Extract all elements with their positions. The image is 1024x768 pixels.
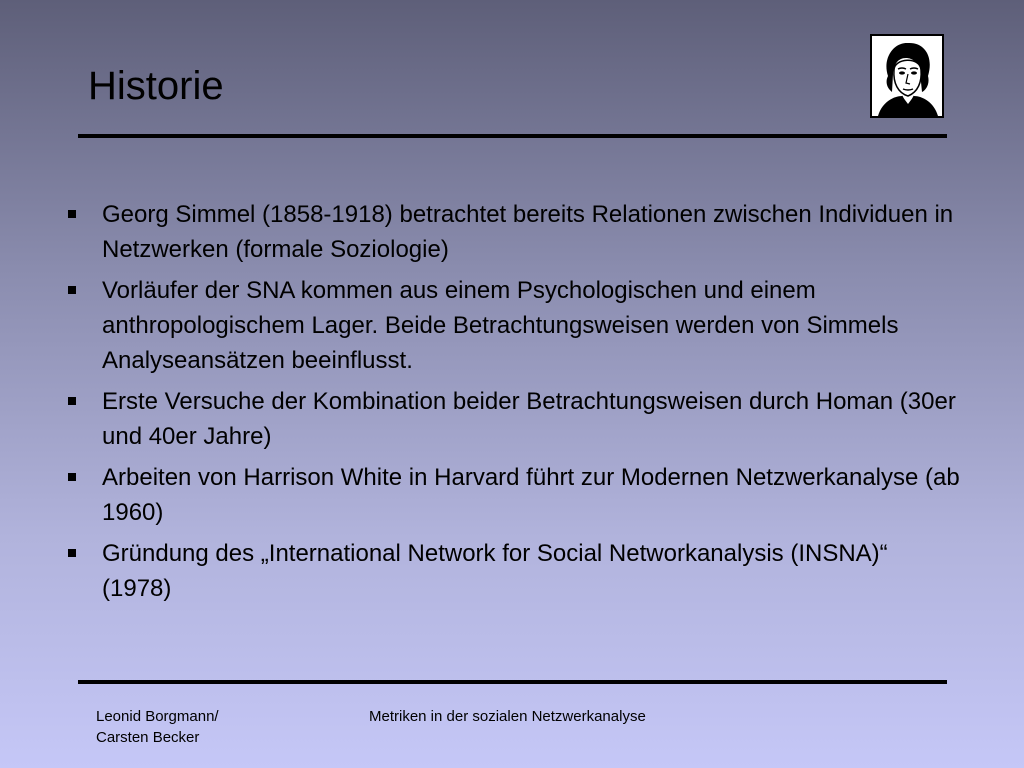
square-bullet-icon <box>68 210 76 218</box>
bullet-text: Arbeiten von Harrison White in Harvard führt zur Modernen Netzwerkanalyse (ab 1960) <box>102 464 960 526</box>
bullet-item <box>62 460 962 530</box>
bullet-item <box>62 536 962 606</box>
bullet-text: Vorläufer der SNA kommen aus einem Psychologischen und einem anthropologischem Lager. Beide Betrachtungsweisen werden von Simmels Analyseansätzen beeinflusst. <box>102 277 899 374</box>
footer-divider <box>78 680 947 684</box>
footer-course-title: Metriken in der sozialen Netzwerkanalyse <box>369 708 646 725</box>
bullet-item <box>62 273 962 378</box>
goethe-portrait-icon <box>870 34 944 118</box>
bullet-item <box>62 197 962 267</box>
bullet-item <box>62 384 962 454</box>
footer-author-line: Carsten Becker <box>96 729 200 746</box>
bullet-text: Gründung des „International Network for Social Networkanalysis (INSNA)“ (1978) <box>102 540 888 602</box>
square-bullet-icon <box>68 549 76 557</box>
footer-author-line: Leonid Borgmann/ <box>96 708 219 725</box>
bullet-text: Georg Simmel (1858-1918) betrachtet bereits Relationen zwischen Individuen in Netzwerken (formale Soziologie) <box>102 201 954 263</box>
square-bullet-icon <box>68 473 76 481</box>
square-bullet-icon <box>68 286 76 294</box>
bullet-list <box>62 197 962 612</box>
square-bullet-icon <box>68 397 76 405</box>
slide-title: Historie <box>88 64 224 108</box>
title-divider <box>78 134 947 138</box>
footer-authors <box>96 706 219 748</box>
bullet-text: Erste Versuche der Kombination beider Betrachtungsweisen durch Homan (30er und 40er Jahre) <box>102 388 956 450</box>
